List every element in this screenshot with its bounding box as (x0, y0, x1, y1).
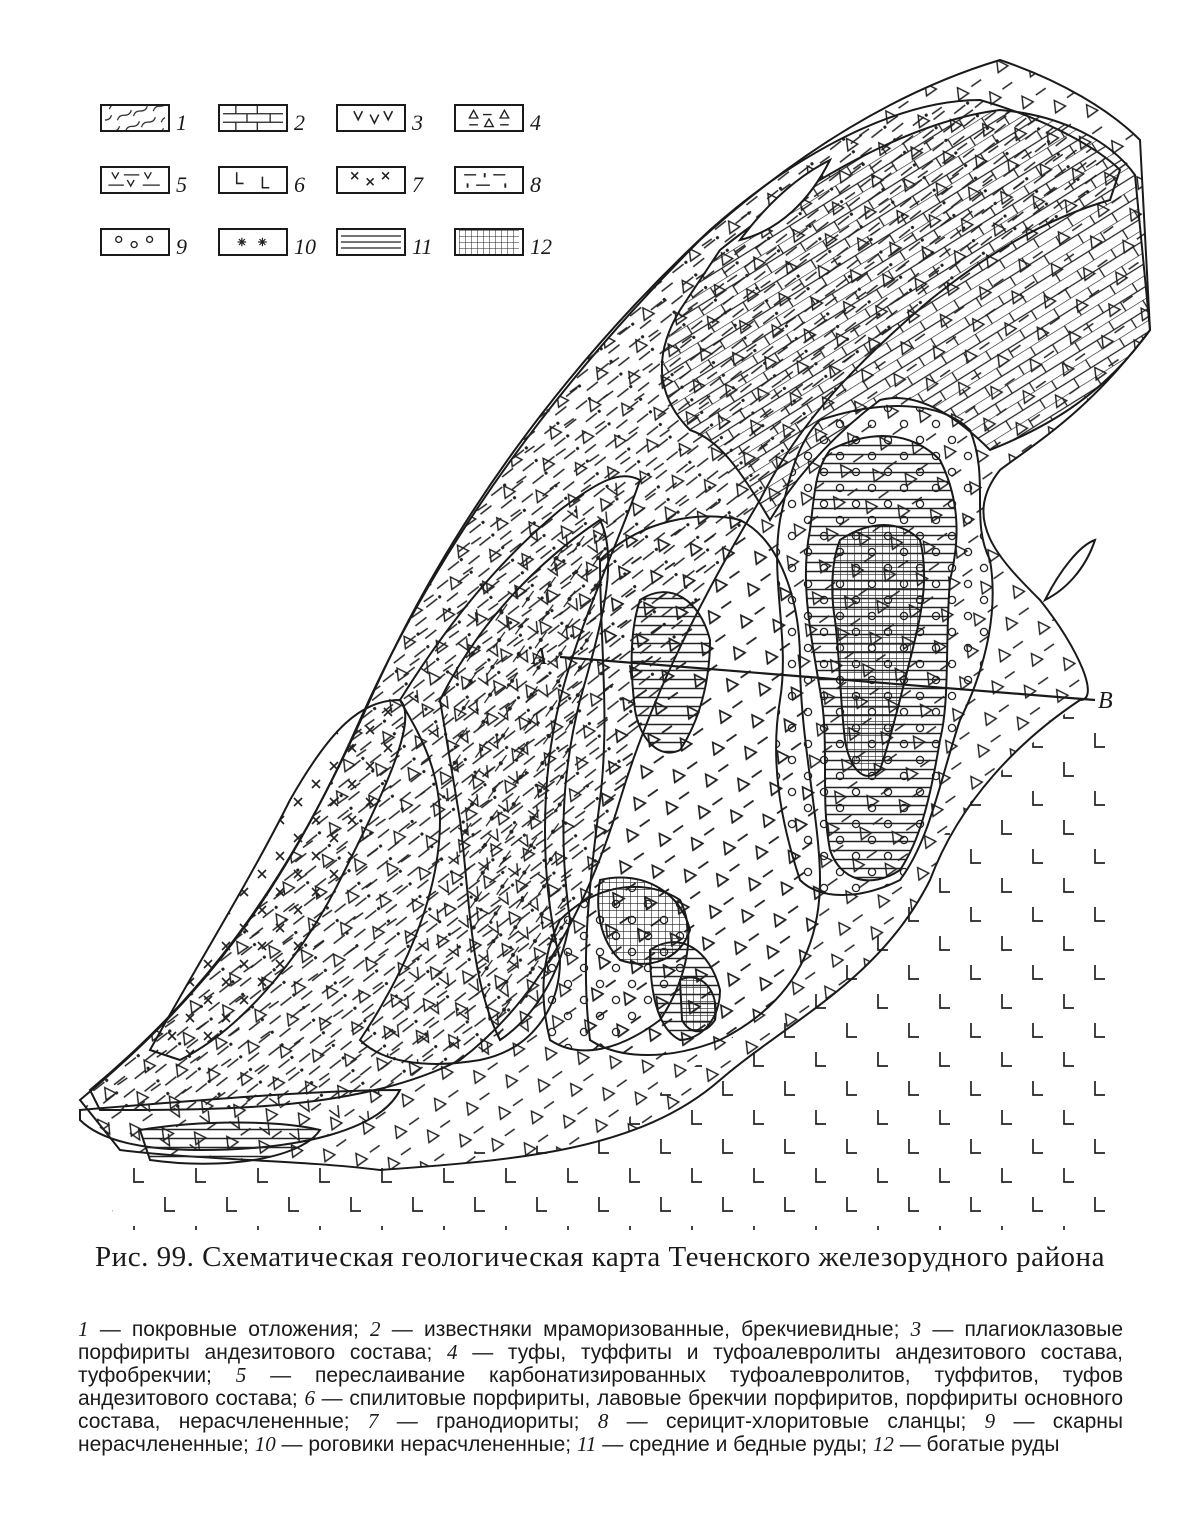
legend-number: 2 (294, 110, 305, 135)
legend-swatch (454, 104, 524, 132)
figure-caption-legend (78, 1318, 1123, 1456)
caption-entry-8: 8 — серицит-хлоритовые сланцы; (597, 1409, 967, 1433)
figure-caption-title: Рис. 99. Схематическая геологическая карта Теченского железорудного района (95, 1241, 1105, 1273)
legend-swatch (218, 228, 288, 256)
lens-east (1045, 540, 1095, 600)
section-start-label: A (532, 644, 547, 670)
legend-swatch (100, 228, 170, 256)
legend-number: 7 (412, 172, 423, 197)
legend-number: 9 (176, 234, 187, 259)
caption-entry-9: 9 — скарны нерасчлененные; (78, 1409, 1123, 1456)
legend-number: 3 (412, 110, 423, 135)
legend-number: 6 (294, 172, 305, 197)
legend-swatch (100, 166, 170, 194)
caption-entry-12: 12 — богатые руды (872, 1432, 1060, 1456)
caption-entry-11: 11 — средние и бедные руды; (576, 1432, 868, 1456)
legend-swatch (100, 104, 170, 132)
section-end-label: B (1098, 688, 1113, 714)
caption-entry-7: 7 — гранодиориты; (367, 1409, 580, 1433)
legend-number: 1 (176, 110, 187, 135)
legend-swatch (336, 166, 406, 194)
caption-entry-1: 1 — покровные отложения; (78, 1317, 359, 1341)
legend-swatch (336, 104, 406, 132)
caption-entry-5: 5 — переслаивание карбонатизированных туфоалевролитов, туффитов, туфов андезитового состава; (78, 1363, 1124, 1410)
legend-swatch (218, 104, 288, 132)
legend-swatch (454, 166, 524, 194)
legend-number: 4 (530, 110, 541, 135)
legend-number: 10 (294, 234, 316, 259)
map-legend (100, 100, 560, 270)
caption-entry-2: 2 — известняки мраморизованные, брекчиевидные; (370, 1317, 900, 1341)
legend-number: 8 (530, 172, 541, 197)
legend-swatch (336, 228, 406, 256)
legend-number: 5 (176, 172, 187, 197)
legend-number: 11 (412, 234, 433, 259)
caption-entry-10: 10 — роговики нерасчлененные; (254, 1432, 572, 1456)
legend-swatch (454, 228, 524, 256)
legend-number: 12 (530, 234, 552, 259)
caption-entry-4: 4 — туфы, туффиты и туфоалевролиты андезитового состава, туфобрекчии; (78, 1340, 1123, 1387)
caption-entry-6: 6 — спилитовые порфириты, лавовые брекчии порфиритов, порфириты основного состава, нерасчлененные; (78, 1386, 1124, 1433)
legend-swatch (218, 166, 288, 194)
caption-entry-3: 3 — плагиоклазовые порфириты андезитового состава; (78, 1317, 1124, 1364)
